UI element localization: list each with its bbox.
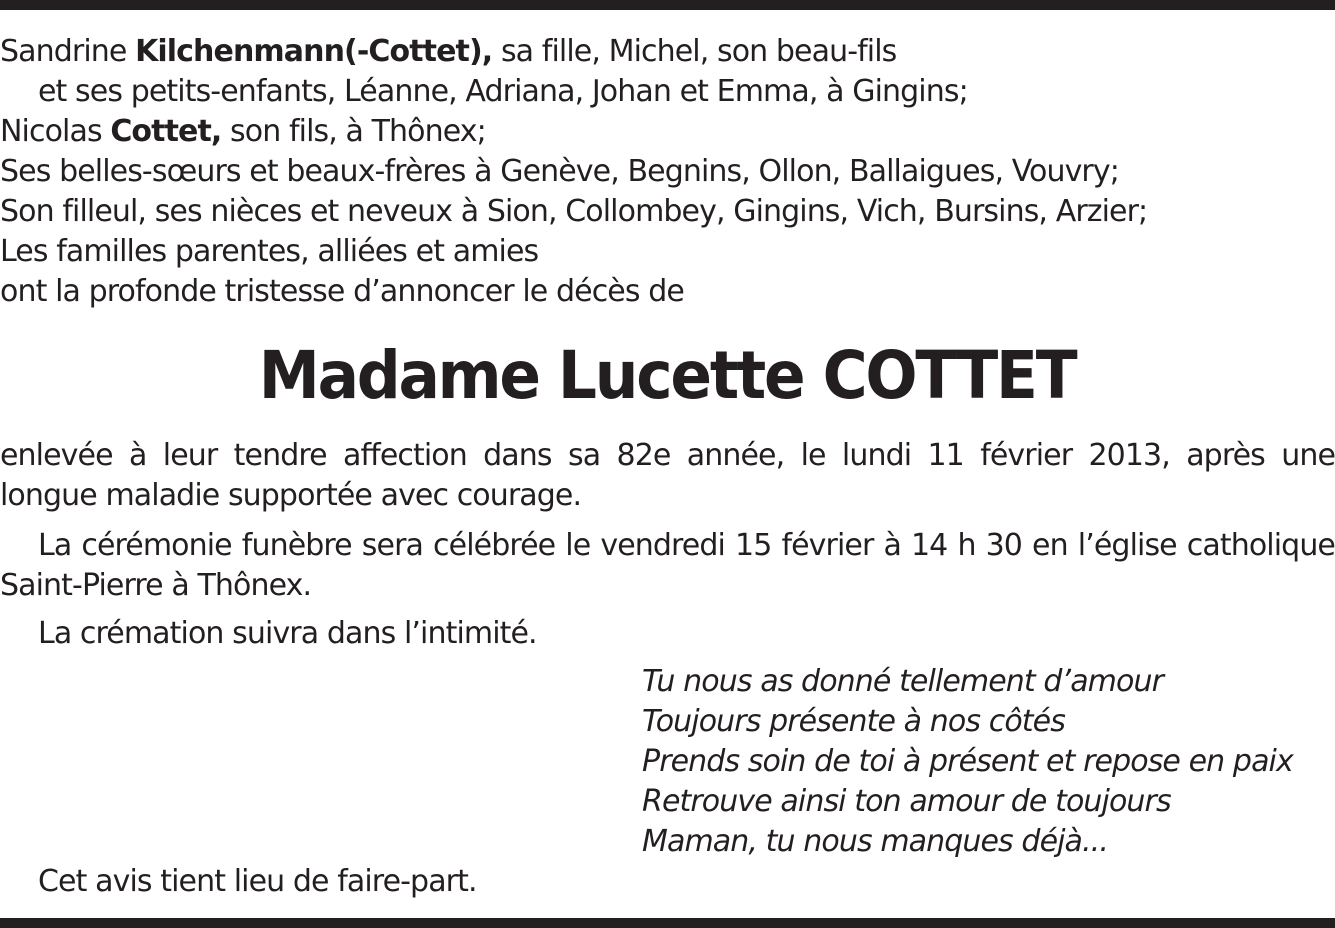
poem-line-1: Tu nous as donné tellement d’amour <box>642 664 1164 699</box>
family-line-in-laws: Ses belles-sœurs et beaux-frères à Genève, Begnins, Ollon, Ballaigues, Vouvry; <box>0 154 1119 189</box>
closing-line: Cet avis tient lieu de faire-part. <box>38 864 477 899</box>
poem-line-3: Prends soin de toi à présent et repose en paix <box>642 744 1293 779</box>
surname-cottet: Cottet, <box>110 114 222 149</box>
poem-line-4: Retrouve ainsi ton amour de toujours <box>642 784 1171 819</box>
announcement-line: ont la profonde tristesse d’annoncer le décès de <box>0 274 684 309</box>
body-paragraph-2-line-2: Saint-Pierre à Thônex. <box>0 568 312 603</box>
poem-line-2: Toujours présente à nos côtés <box>642 704 1065 739</box>
body-paragraph-1-line-1: enlevée à leur tendre affection dans sa 82e année, le lundi 11 février 2013, après une <box>0 438 1335 473</box>
family-line-relatives: Les familles parentes, alliées et amies <box>0 234 539 269</box>
body-paragraph-1-line-2: longue maladie supportée avec courage. <box>0 478 582 513</box>
family-line-godson: Son filleul, ses nièces et neveux à Sion, Collombey, Gingins, Vich, Bursins, Arzier; <box>0 194 1148 229</box>
family-line-grandchildren: et ses petits-enfants, Léanne, Adriana, Johan et Emma, à Gingins; <box>38 74 968 109</box>
body-paragraph-3: La crémation suivra dans l’intimité. <box>38 616 537 651</box>
surname-kilchenmann: Kilchenmann(-Cottet), <box>135 34 493 69</box>
family-line-daughter: Sandrine Kilchenmann(-Cottet), sa fille, Michel, son beau-fils <box>0 34 897 69</box>
family-line-son: Nicolas Cottet, son fils, à Thônex; <box>0 114 486 149</box>
deceased-name: Madame Lucette COTTET <box>259 337 1076 414</box>
top-rule <box>0 0 1335 10</box>
bottom-rule <box>0 918 1335 928</box>
poem-line-5: Maman, tu nous manques déjà... <box>642 824 1108 859</box>
body-paragraph-2-line-1: La cérémonie funèbre sera célébrée le vendredi 15 février à 14 h 30 en l’église catholique <box>38 528 1335 563</box>
